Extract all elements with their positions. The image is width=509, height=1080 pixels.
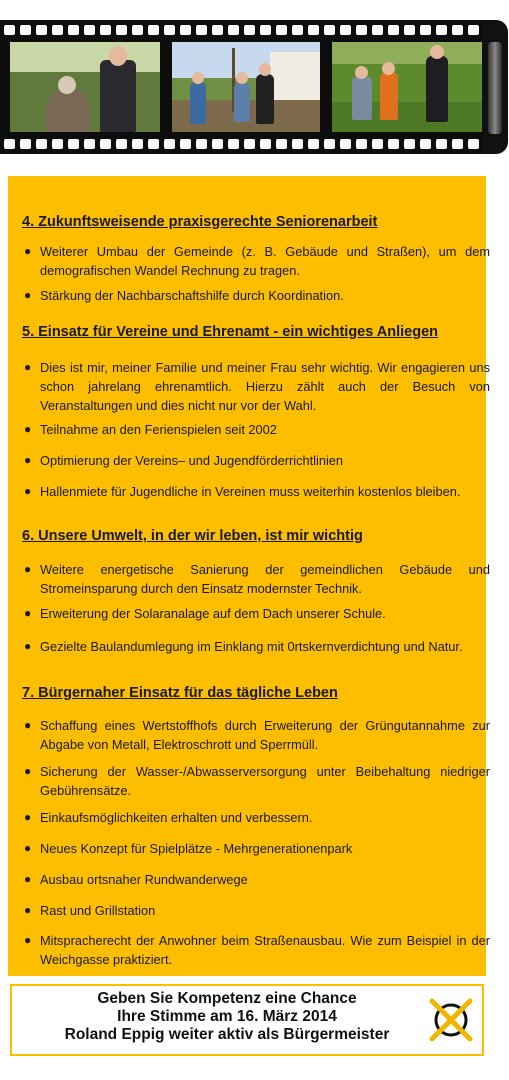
film-hole	[228, 139, 239, 149]
call-to-action-box	[10, 984, 484, 1056]
film-hole	[68, 139, 79, 149]
photo-field-work	[332, 42, 482, 132]
bullet-icon: ●	[24, 764, 32, 778]
bullet-icon: ●	[24, 360, 32, 374]
film-hole	[356, 139, 367, 149]
bullet-icon: ●	[24, 639, 32, 653]
film-hole	[36, 25, 47, 35]
film-hole	[260, 139, 271, 149]
film-curl-shade	[488, 42, 502, 134]
film-hole	[452, 25, 463, 35]
film-hole	[372, 25, 383, 35]
film-hole	[132, 139, 143, 149]
film-hole	[180, 25, 191, 35]
program-panel	[8, 176, 490, 976]
film-hole	[420, 25, 431, 35]
film-hole	[292, 25, 303, 35]
film-hole	[84, 139, 95, 149]
film-hole	[404, 139, 415, 149]
list-item: ● Gezielte Baulandumlegung im Einklang mit 0rtskernverdichtung und Natur.	[24, 639, 463, 654]
bullet-icon: ●	[24, 903, 32, 917]
film-hole	[212, 139, 223, 149]
list-item: ● Mitspracherecht der Anwohner beim Straßenausbau. Wie zum Beispiel in der Weichgasse praktiziert.	[24, 933, 490, 967]
film-hole	[212, 25, 223, 35]
section-title-umwelt: 6. Unsere Umwelt, in der wir leben, ist mir wichtig	[22, 528, 363, 544]
film-holes-top	[4, 25, 484, 35]
film-hole	[324, 139, 335, 149]
list-item: ● Dies ist mir, meiner Familie und meiner Frau sehr wichtig. Wir engagieren uns schon jahrelang ehrenamtlich. Hierzu zählt auch der Besuch von Veranstaltungen und dies nicht nur vor der Wahl.	[24, 360, 490, 413]
film-hole	[36, 139, 47, 149]
film-hole	[4, 25, 15, 35]
film-hole	[340, 25, 351, 35]
film-hole	[308, 25, 319, 35]
film-hole	[468, 25, 479, 35]
film-hole	[420, 139, 431, 149]
list-item: ● Rast und Grillstation	[24, 903, 156, 918]
list-item: ● Hallenmiete für Jugendliche in Vereinen muss weiterhin kostenlos bleiben.	[24, 484, 461, 499]
list-item: ● Schaffung eines Wertstoffhofs durch Erweiterung der Grüngutannahme zur Abgabe von Metall, Elektroschrott und Sperrmüll.	[24, 718, 490, 752]
cta-line-2: Ihre Stimme am 16. März 2014	[117, 1008, 337, 1025]
bullet-icon: ●	[24, 484, 32, 498]
film-hole	[196, 25, 207, 35]
film-hole	[468, 139, 479, 149]
film-hole	[276, 25, 287, 35]
film-hole	[356, 25, 367, 35]
film-hole	[132, 25, 143, 35]
film-hole	[308, 139, 319, 149]
bullet-icon: ●	[24, 872, 32, 886]
section-title-seniorenarbeit: 4. Zukunftsweisende praxisgerechte Seniorenarbeit	[22, 214, 378, 230]
photo-men-outdoors	[10, 42, 160, 132]
list-item: ● Stärkung der Nachbarschaftshilfe durch Koordination.	[24, 288, 344, 303]
film-hole	[164, 139, 175, 149]
section-title-buergernah: 7. Bürgernaher Einsatz für das tägliche Leben	[22, 685, 338, 701]
list-item: ● Weitere energetische Sanierung der gemeindlichen Gebäude und Stromeinsparung durch den Einsatz modernster Technik.	[24, 562, 490, 596]
bullet-icon: ●	[24, 422, 32, 436]
photo-tree-planting	[172, 42, 320, 132]
film-hole	[116, 139, 127, 149]
film-hole	[68, 25, 79, 35]
bullet-icon: ●	[24, 453, 32, 467]
film-hole	[340, 139, 351, 149]
film-hole	[324, 25, 335, 35]
film-hole	[276, 139, 287, 149]
film-hole	[228, 25, 239, 35]
list-item: ● Ausbau ortsnaher Rundwanderwege	[24, 872, 248, 887]
film-hole	[148, 25, 159, 35]
bullet-icon: ●	[24, 244, 32, 258]
list-item: ● Optimierung der Vereins– und Jugendförderrichtlinien	[24, 453, 344, 468]
film-hole	[100, 25, 111, 35]
list-item: ● Einkaufsmöglichkeiten erhalten und verbessern.	[24, 810, 313, 825]
film-hole	[404, 25, 415, 35]
film-hole	[52, 25, 63, 35]
film-hole	[180, 139, 191, 149]
film-hole	[196, 139, 207, 149]
film-hole	[260, 25, 271, 35]
film-hole	[52, 139, 63, 149]
bullet-icon: ●	[24, 562, 32, 576]
list-item: ● Neues Konzept für Spielplätze - Mehrgenerationenpark	[24, 841, 353, 856]
section-title-vereine: 5. Einsatz für Vereine und Ehrenamt - ein wichtiges Anliegen	[22, 324, 439, 340]
bullet-icon: ●	[24, 841, 32, 855]
film-hole	[244, 25, 255, 35]
film-hole	[164, 25, 175, 35]
film-hole	[372, 139, 383, 149]
bullet-icon: ●	[24, 718, 32, 732]
film-hole	[388, 139, 399, 149]
film-hole	[4, 139, 15, 149]
film-hole	[388, 25, 399, 35]
cta-line-3: Roland Eppig weiter aktiv als Bürgermeister	[64, 1026, 390, 1043]
list-item: ● Weiterer Umbau der Gemeinde (z. B. Gebäude und Straßen), um dem demografischen Wandel Rechnung zu tragen.	[24, 244, 490, 278]
film-hole	[20, 139, 31, 149]
film-hole	[100, 139, 111, 149]
bullet-icon: ●	[24, 288, 32, 302]
bullet-icon: ●	[24, 606, 32, 620]
film-hole	[148, 139, 159, 149]
ballot-cross-icon	[426, 996, 476, 1044]
film-hole	[436, 25, 447, 35]
cta-line-1: Geben Sie Kompetenz eine Chance	[97, 990, 357, 1007]
film-hole	[436, 139, 447, 149]
film-hole	[20, 25, 31, 35]
film-strip	[0, 20, 509, 154]
list-item: ● Teilnahme an den Ferienspielen seit 2002	[24, 422, 277, 437]
list-item: ● Sicherung der Wasser-/Abwasserversorgung unter Beibehaltung niedriger Gebührensätze.	[24, 764, 490, 798]
film-holes-bottom	[4, 139, 484, 149]
film-hole	[84, 25, 95, 35]
film-hole	[452, 139, 463, 149]
bullet-icon: ●	[24, 933, 32, 947]
film-hole	[116, 25, 127, 35]
film-hole	[244, 139, 255, 149]
list-item: ● Erweiterung der Solaranalage auf dem Dach unserer Schule.	[24, 606, 386, 621]
film-hole	[292, 139, 303, 149]
bullet-icon: ●	[24, 810, 32, 824]
